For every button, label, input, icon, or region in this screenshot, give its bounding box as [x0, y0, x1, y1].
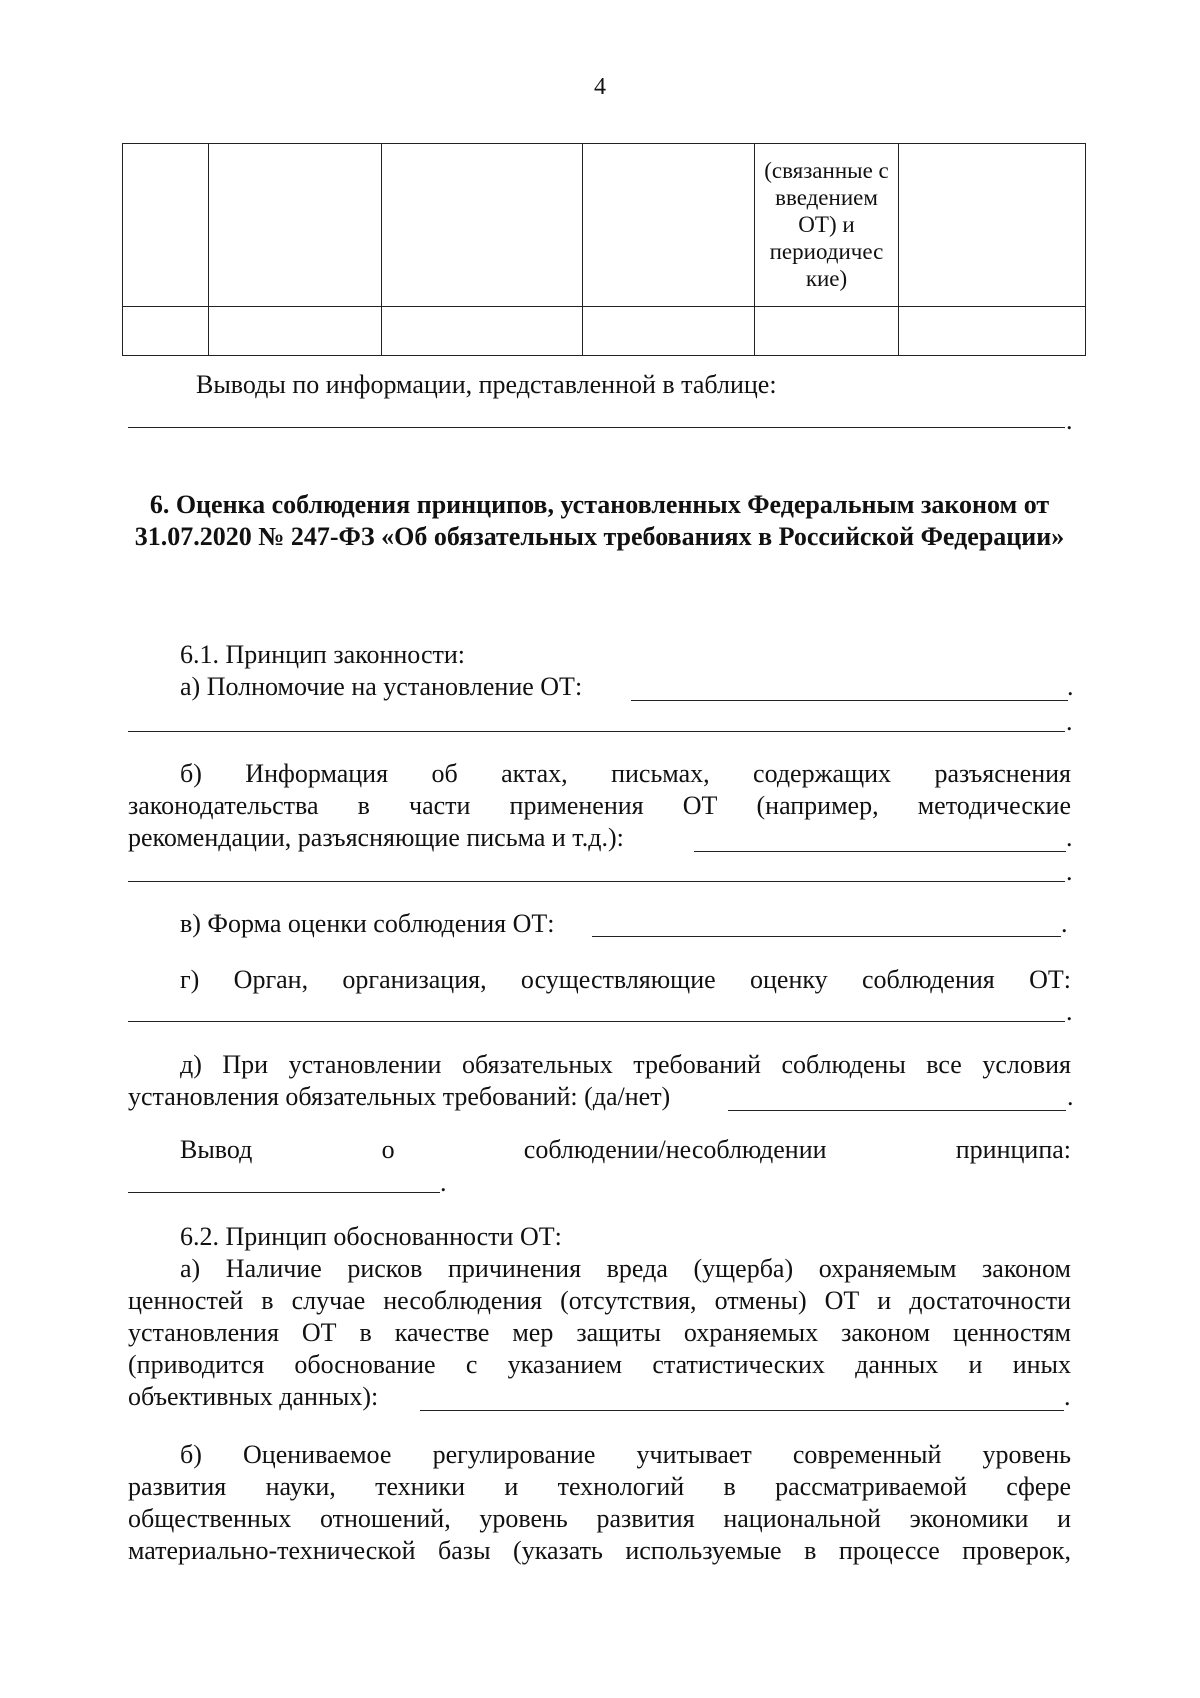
section-heading: 6. Оценка соблюдения принципов, установленных Федеральным законом от 31.07.2020 № 247-ФЗ «Об обязательных требованиях в Российской Федерации» — [134, 490, 1065, 551]
item-d-text: установления обязательных требований: (да/нет) — [128, 1082, 671, 1111]
table-row — [123, 307, 1086, 356]
period: . — [440, 1168, 447, 1197]
item-a-text: объективных данных): — [128, 1382, 379, 1411]
item-v-label: в) Форма оценки соблюдения ОТ: — [180, 909, 555, 938]
page-number: 4 — [594, 74, 606, 100]
subsection-title: 6.1. Принцип законности: — [180, 640, 465, 669]
item-b-text: материально-технической базы (указать используемые в процессе проверок, — [128, 1536, 1071, 1565]
conclusion-label: Вывод о соблюдении/несоблюдении принципа: — [180, 1135, 1071, 1164]
item-b-text: б) Оцениваемое регулирование учитывает современный уровень — [180, 1440, 1071, 1469]
period: . — [1067, 1082, 1074, 1111]
answer-line — [128, 881, 1065, 882]
table-cell — [209, 307, 382, 356]
answer-line — [694, 851, 1066, 852]
period: . — [1066, 823, 1073, 852]
table-cell: (связанные с введением ОТ) и периодичес кие) — [755, 144, 899, 307]
answer-line — [592, 936, 1061, 937]
item-a-text: установления ОТ в качестве мер защиты охраняемых законом ценностям — [128, 1318, 1071, 1347]
item-g-label: г) Орган, организация, осуществляющие оценку соблюдения ОТ: — [180, 965, 1071, 994]
period: . — [1061, 909, 1068, 938]
item-a-text: ценностей в случае несоблюдения (отсутствия, отмены) ОТ и достаточности — [128, 1286, 1071, 1315]
subsection-title: 6.2. Принцип обоснованности ОТ: — [180, 1222, 562, 1251]
period: . — [1066, 406, 1073, 435]
answer-line — [128, 1021, 1065, 1022]
period: . — [1066, 707, 1073, 736]
table-cell — [899, 144, 1086, 307]
table-cell — [123, 144, 209, 307]
table-cell — [382, 144, 583, 307]
table-cell — [583, 307, 755, 356]
answer-line — [728, 1110, 1066, 1111]
item-a-text: (приводится обоснование с указанием статистических данных и иных — [128, 1350, 1071, 1379]
table-cell — [123, 307, 209, 356]
answer-line — [631, 700, 1068, 701]
item-b-text: законодательства в части применения ОТ (например, методические — [128, 791, 1071, 820]
answer-line — [420, 1410, 1064, 1411]
item-a-text: а) Наличие рисков причинения вреда (ущерба) охраняемым законом — [180, 1254, 1071, 1283]
table-cell — [755, 307, 899, 356]
period: . — [1067, 672, 1074, 701]
item-d-text: д) При установлении обязательных требований соблюдены все условия — [180, 1050, 1071, 1079]
item-b-text: общественных отношений, уровень развития национальной экономики и — [128, 1504, 1071, 1533]
answer-line — [128, 1192, 440, 1193]
item-b-text: рекомендации, разъясняющие письма и т.д.): — [128, 823, 624, 852]
item-a-label: а) Полномочие на установление ОТ: — [180, 672, 583, 701]
period: . — [1064, 1382, 1071, 1411]
period: . — [1066, 857, 1073, 886]
item-b-text: б) Информация об актах, письмах, содержащих разъяснения — [180, 759, 1071, 788]
conclusions-label: Выводы по информации, представленной в таблице: — [196, 370, 777, 399]
table-row — [123, 144, 1086, 307]
period: . — [1066, 997, 1073, 1026]
evaluation-table — [122, 143, 1086, 356]
table-cell — [209, 144, 382, 307]
table-cell — [899, 307, 1086, 356]
item-b-text: развития науки, техники и технологий в рассматриваемой сфере — [128, 1472, 1071, 1501]
answer-line — [128, 427, 1065, 428]
table-cell — [382, 307, 583, 356]
answer-line — [128, 731, 1065, 732]
table-cell — [583, 144, 755, 307]
